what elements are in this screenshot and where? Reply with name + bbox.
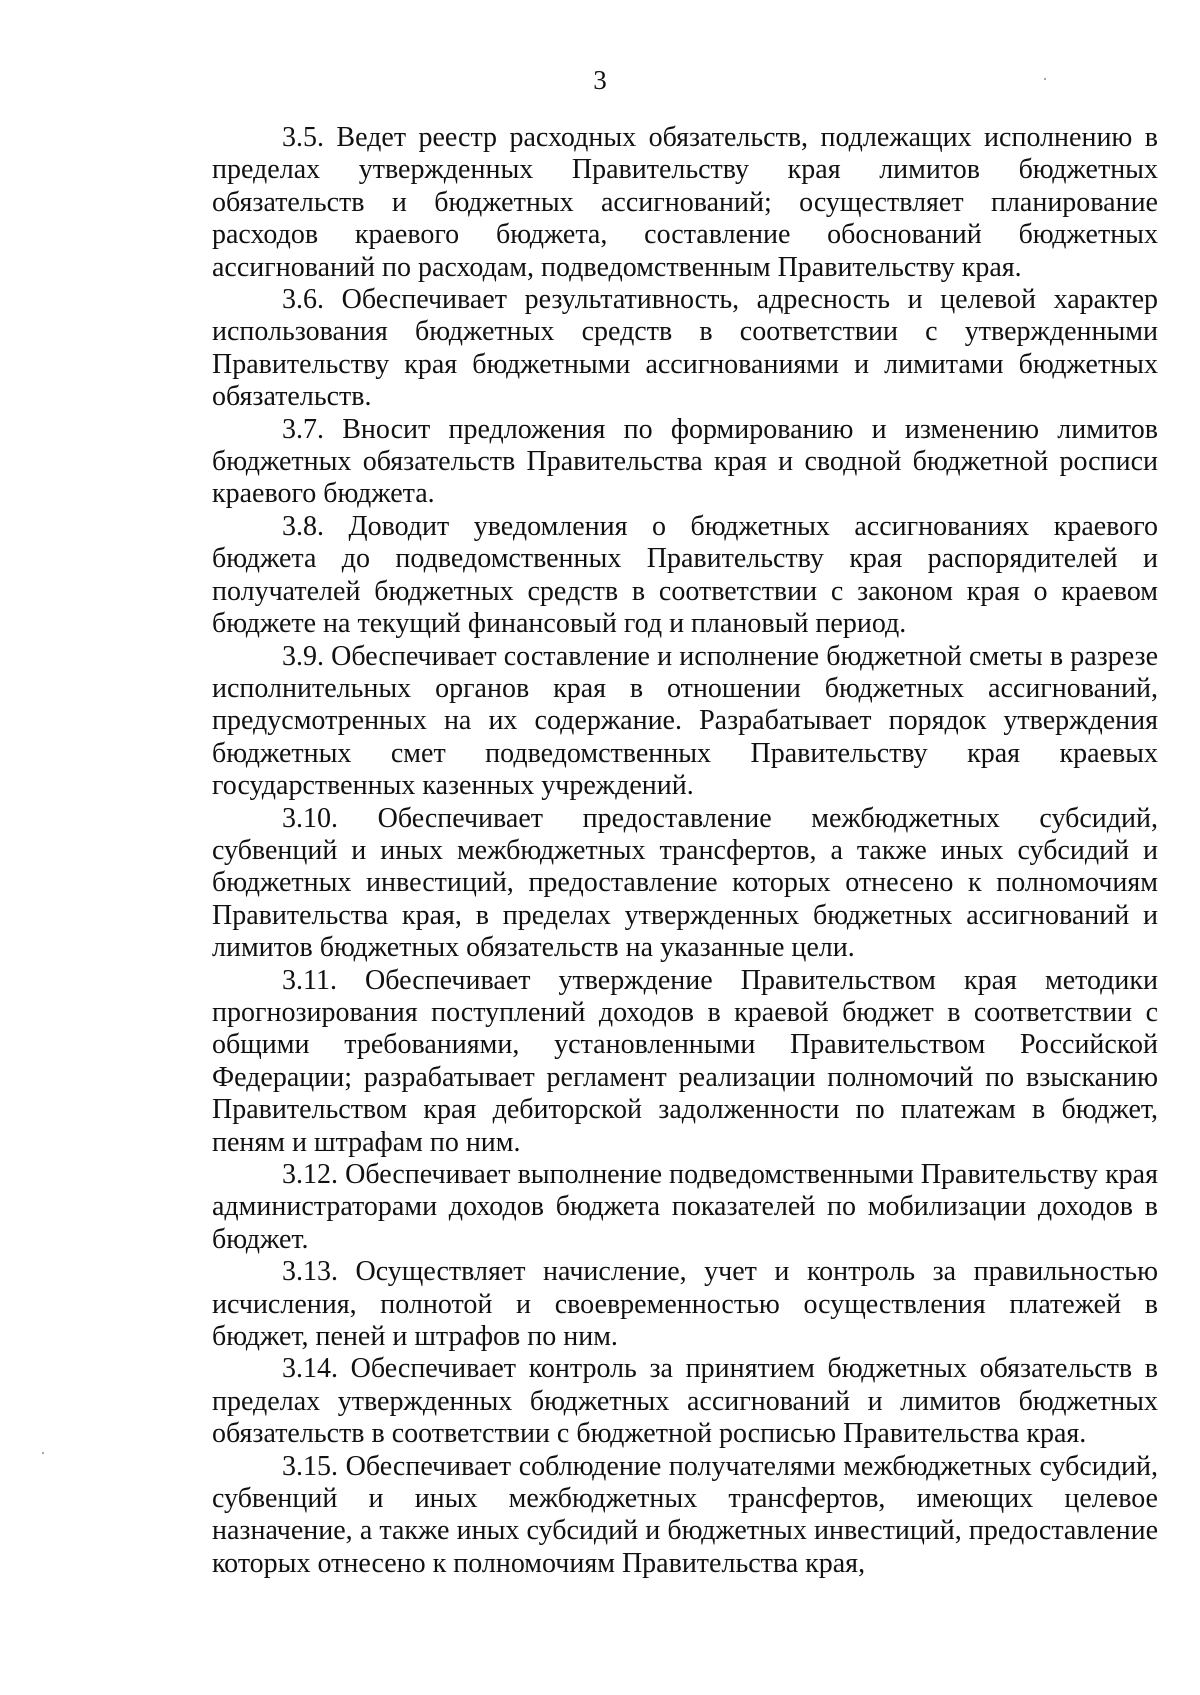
page-number: 3 [593,65,607,95]
paragraph-3-8: 3.8. Доводит уведомления о бюджетных ассигнованиях краевого бюджета до подведомственных Правительству края распорядителей и получателей бюджетных средств в соответствии с законом края о краевом бюджете на текущий финансовый год и плановый период. [212,510,1158,640]
paragraph-3-11: 3.11. Обеспечивает утверждение Правительством края методики прогнозирования поступлений доходов в краевой бюджет в соответствии с общими требованиями, установленными Правительством Российской Федерации; разрабатывает регламент реализации полномочий по взысканию Правительством края дебиторской задолженности по платежам в бюджет, пеням и штрафам по ним. [212,964,1158,1158]
paragraph-3-15: 3.15. Обеспечивает соблюдение получателями межбюджетных субсидий, субвенций и иных межбюджетных трансфертов, имеющих целевое назначение, а также иных субсидий и бюджетных инвестиций, предоставление которых отнесено к полномочиям Правительства края, [212,1450,1158,1579]
document-body [212,122,1158,1580]
paragraph-3-7: 3.7. Вносит предложения по формированию и изменению лимитов бюджетных обязательств Правительства края и сводной бюджетной росписи краевого бюджета. [212,413,1158,510]
paragraph-3-10: 3.10. Обеспечивает предоставление межбюджетных субсидий, субвенций и иных межбюджетных трансфертов, а также иных субсидий и бюджетных инвестиций, предоставление которых отнесено к полномочиям Правительства края, в пределах утвержденных бюджетных ассигнований и лимитов бюджетных обязательств на указанные цели. [212,802,1158,964]
scan-speck [42,1452,44,1454]
paragraph-3-14: 3.14. Обеспечивает контроль за принятием бюджетных обязательств в пределах утвержденных бюджетных ассигнований и лимитов бюджетных обязательств в соответствии с бюджетной росписью Правительства края. [212,1353,1158,1450]
paragraph-3-13: 3.13. Осуществляет начисление, учет и контроль за правильностью исчисления, полнотой и своевременностью осуществления платежей в бюджет, пеней и штрафов по ним. [212,1256,1158,1353]
paragraph-3-6: 3.6. Обеспечивает результативность, адресность и целевой характер использования бюджетных средств в соответствии с утвержденными Правительству края бюджетными ассигнованиями и лимитами бюджетных обязательств. [212,284,1158,413]
scan-speck [1044,78,1046,80]
paragraph-3-5: 3.5. Ведет реестр расходных обязательств, подлежащих исполнению в пределах утвержденных Правительству края лимитов бюджетных обязательств и бюджетных ассигнований; осуществляет планирование расходов краевого бюджета, составление обоснований бюджетных ассигнований по расходам, подведомственным Правительству края. [212,122,1158,283]
paragraph-3-12: 3.12. Обеспечивает выполнение подведомственными Правительству края администраторами доходов бюджета показателей по мобилизации доходов в бюджет. [212,1159,1158,1255]
paragraph-3-9: 3.9. Обеспечивает составление и исполнение бюджетной сметы в разрезе исполнительных органов края в отношении бюджетных ассигнований, предусмотренных на их содержание. Разрабатывает порядок утверждения бюджетных смет подведомственных Правительству края краевых государственных казенных учреждений. [212,640,1158,802]
